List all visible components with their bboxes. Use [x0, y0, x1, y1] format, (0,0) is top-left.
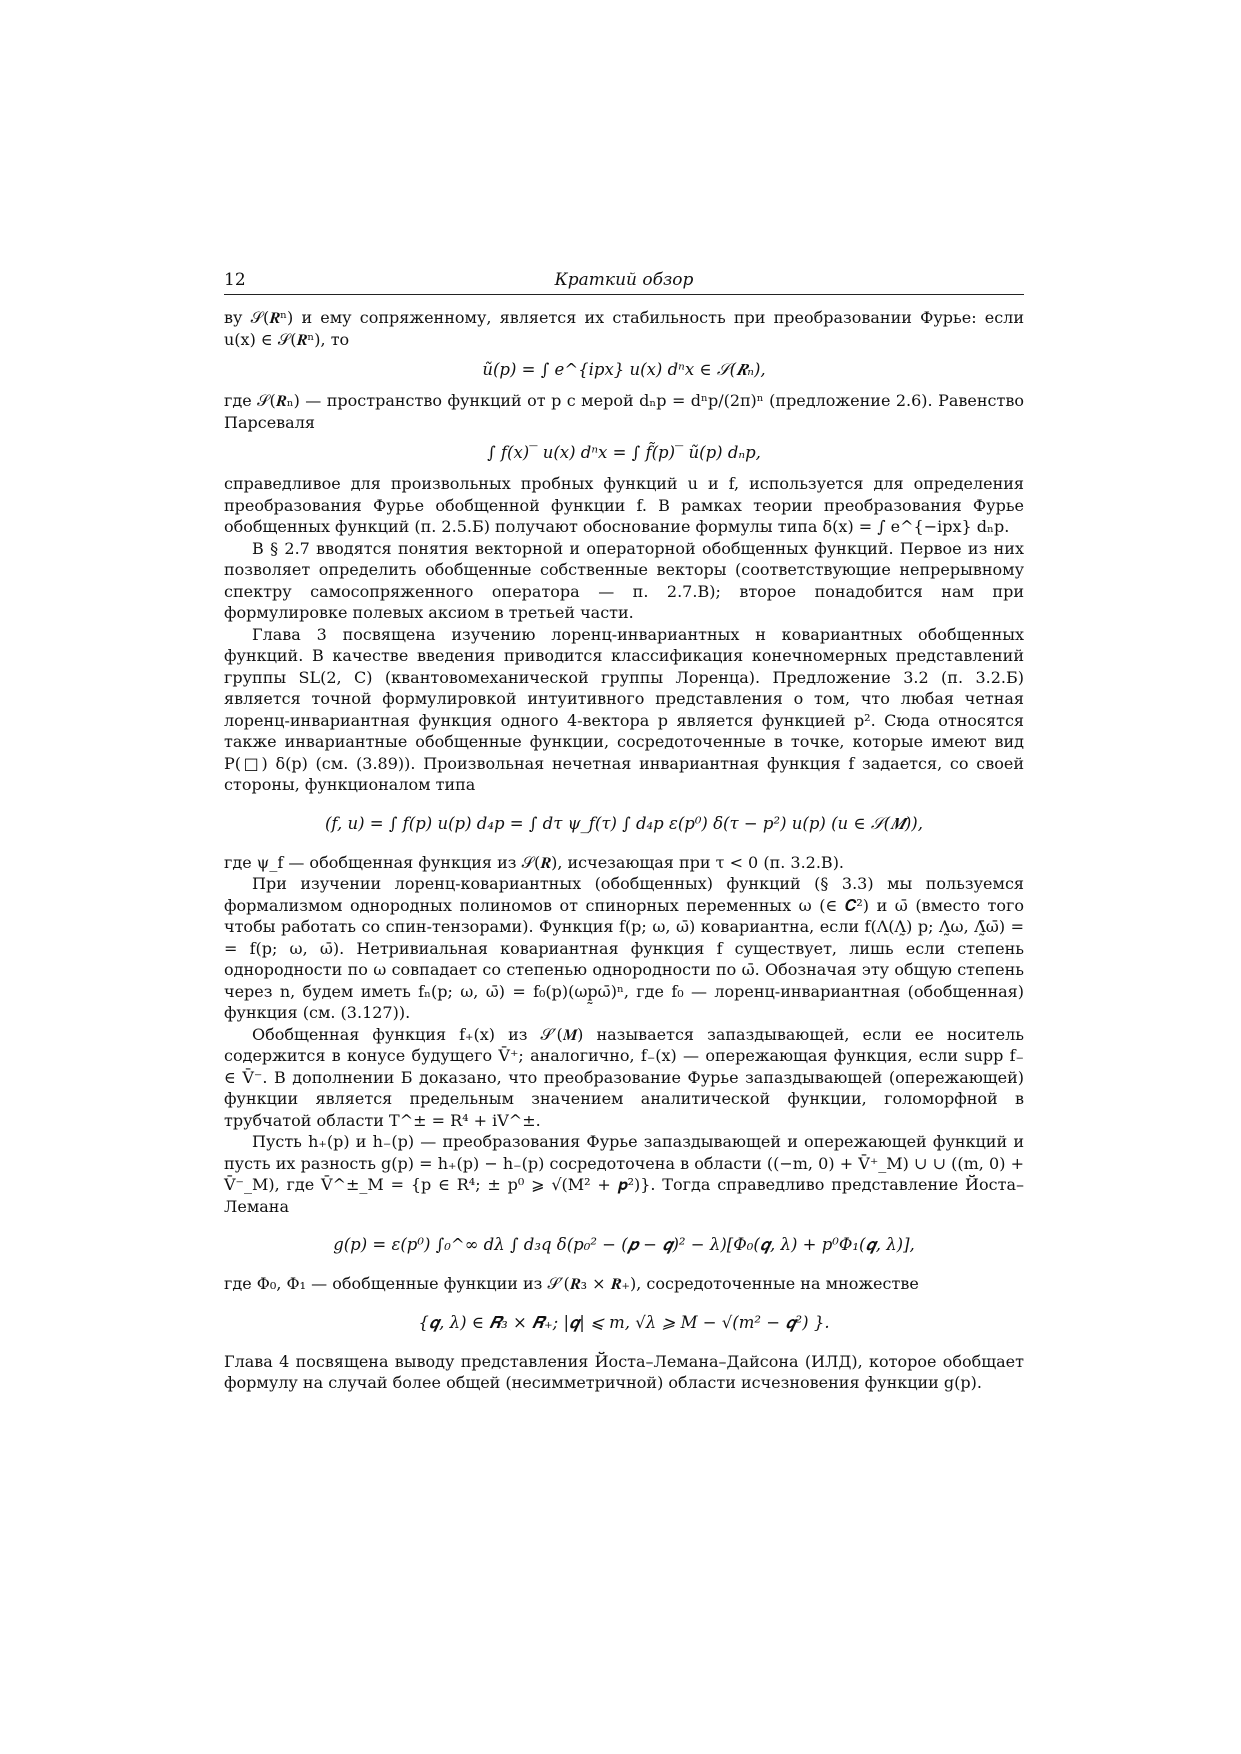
paragraph-2: где 𝒮(𝑹ₙ) — пространство функций от p с мерой dₙp = dⁿp/(2π)ⁿ (предложение 2.6). Равенство Парсеваля	[224, 391, 1024, 432]
paragraph-10: где Φ₀, Φ₁ — обобщенные функции из 𝒮′(𝑹₃ × 𝑹̄₊), сосредоточенные на множестве	[224, 1274, 919, 1293]
paragraph-9: Пусть h₊(p) и h₋(p) — преобразования Фурье запаздывающей и опережающей функций и пусть их разность g(p) = h₊(p) − h₋(p) сосредоточена в области ((−m, 0) + V̄⁺_M) ∪ ∪ ((m, 0) + V̄⁻_M), где V̄^±_M = {p ∈ R⁴; ± p⁰ ⩾ √(M² + 𝒑²)}. Тогда справедливо представление Йоста–Лемана	[224, 1132, 1024, 1216]
paragraph-7: При изучении лоренц-ковариантных (обобщенных) функций (§ 3.3) мы пользуемся формализмом однородных полиномов от спинорных переменных ω (∈ 𝑪²) и ω̄ (вместо того чтобы работать со спин-тензорами). Функция f(p; ω, ω̄) ковариантна, если f(Λ(Λ̰) p; Λ̰ω, Λ̰̄ω̄) = = f(p; ω, ω̄). Нетривиальная ковариантная функция f существует, лишь если степень однородности по ω совпадает со степенью однородности по ω̄. Обозначая эту общую степень через n, будем иметь fₙ(p; ω, ω̄) = f₀(p)(ωp̰ω̄)ⁿ, где f₀ — лоренц-инвариантная (обобщенная) функция (см. (3.127)).	[224, 874, 1024, 1022]
paragraph-5: Глава 3 посвящена изучению лоренц-инвариантных н ковариантных обобщенных функций. В качестве введения приводится классификация конечномерных представлений группы SL(2, C) (квантовомеханической группы Лоренца). Предложение 3.2 (п. 3.2.Б) является точной формулировкой интуитивного представления о том, что любая четная лоренц-инвариантная функция одного 4-вектора p является функцией p². Сюда относятся также инвариантные обобщенные функции, сосредоточенные в точке, которые имеют вид P(□) δ(p) (см. (3.89)). Произвольная нечетная инвариантная функция f задается, со своей стороны, функционалом типа	[224, 624, 1024, 794]
paragraph-8: Обобщенная функция f₊(x) из 𝒮′(𝑴) называется запаздывающей, если ее носитель содержится в конусе будущего V̄⁺; аналогично, f₋(x) — опережающая функция, если supp f₋ ∈ V̄⁻. В дополнении Б доказано, что преобразование Фурье запаздывающей (опережающей) функции является предельным значением аналитической функции, голоморфной в трубчатой области T^± = R⁴ + iV^±.	[224, 1024, 1024, 1130]
equation-odd-invariant-functional: (f, u) = ∫ f(p) u(p) d₄p = ∫ dτ ψ_f(τ) ∫ d₄p ε(p⁰) δ(τ − p²) u(p) (u ∈ 𝒮(𝑴)),	[325, 813, 923, 833]
running-title: Краткий обзор	[554, 270, 694, 290]
page-header	[224, 270, 1024, 295]
equation-support-set: {𝒒, λ) ∈ 𝑹₃ × 𝑹̄₊; |𝒒| ⩽ m, √λ ⩾ M − √(m² − 𝒒²) }.	[418, 1312, 830, 1332]
equation-parseval: ∫ f(x)‾ u(x) dⁿx = ∫ f̃(p)‾ ũ(p) dₙp,	[487, 443, 761, 462]
paragraph-4: В § 2.7 вводятся понятия векторной и операторной обобщенных функций. Первое из них позволяет определить обобщенные собственные векторы (соответствующие непрерывному спектру самосопряженного оператора — п. 2.7.В); второе понадобится нам при формулировке полевых аксиом в третьей части.	[224, 538, 1024, 622]
paragraph-11: Глава 4 посвящена выводу представления Йоста–Лемана–Дайсона (ИЛД), которое обобщает формулу на случай более общей (несимметричной) области исчезновения функции g(p).	[224, 1351, 1024, 1392]
equation-fourier-transform: ũ(p) = ∫ e^{ipx} u(x) dⁿx ∈ 𝒮(𝑹ₙ),	[482, 360, 766, 379]
paragraph-6: где ψ_f — обобщенная функция из 𝒮(𝑹), исчезающая при τ < 0 (п. 3.2.В).	[224, 852, 845, 872]
paragraph-3: справедливое для произвольных пробных функций u и f, используется для определения преобразования Фурье обобщенной функции f. В рамках теории преобразования Фурье обобщенных функций (п. 2.5.Б) получают обоснование формулы типа δ(x) = ∫ e^{−ipx} dₙp.	[224, 474, 1024, 536]
equation-jost-lehmann: g(p) = ε(p⁰) ∫₀^∞ dλ ∫ d₃q δ(p₀² − (𝒑 − 𝒒)² − λ)[Φ₀(𝒒, λ) + p⁰Φ₁(𝒒, λ)],	[333, 1235, 915, 1254]
paragraph-1: ву 𝒮(𝑹ⁿ) и ему сопряженному, является их стабильность при преобразовании Фурье: если u(x) ∈ 𝒮(𝑹ⁿ), то	[224, 308, 1024, 349]
document-page	[224, 270, 1024, 1394]
page-number: 12	[224, 270, 246, 290]
